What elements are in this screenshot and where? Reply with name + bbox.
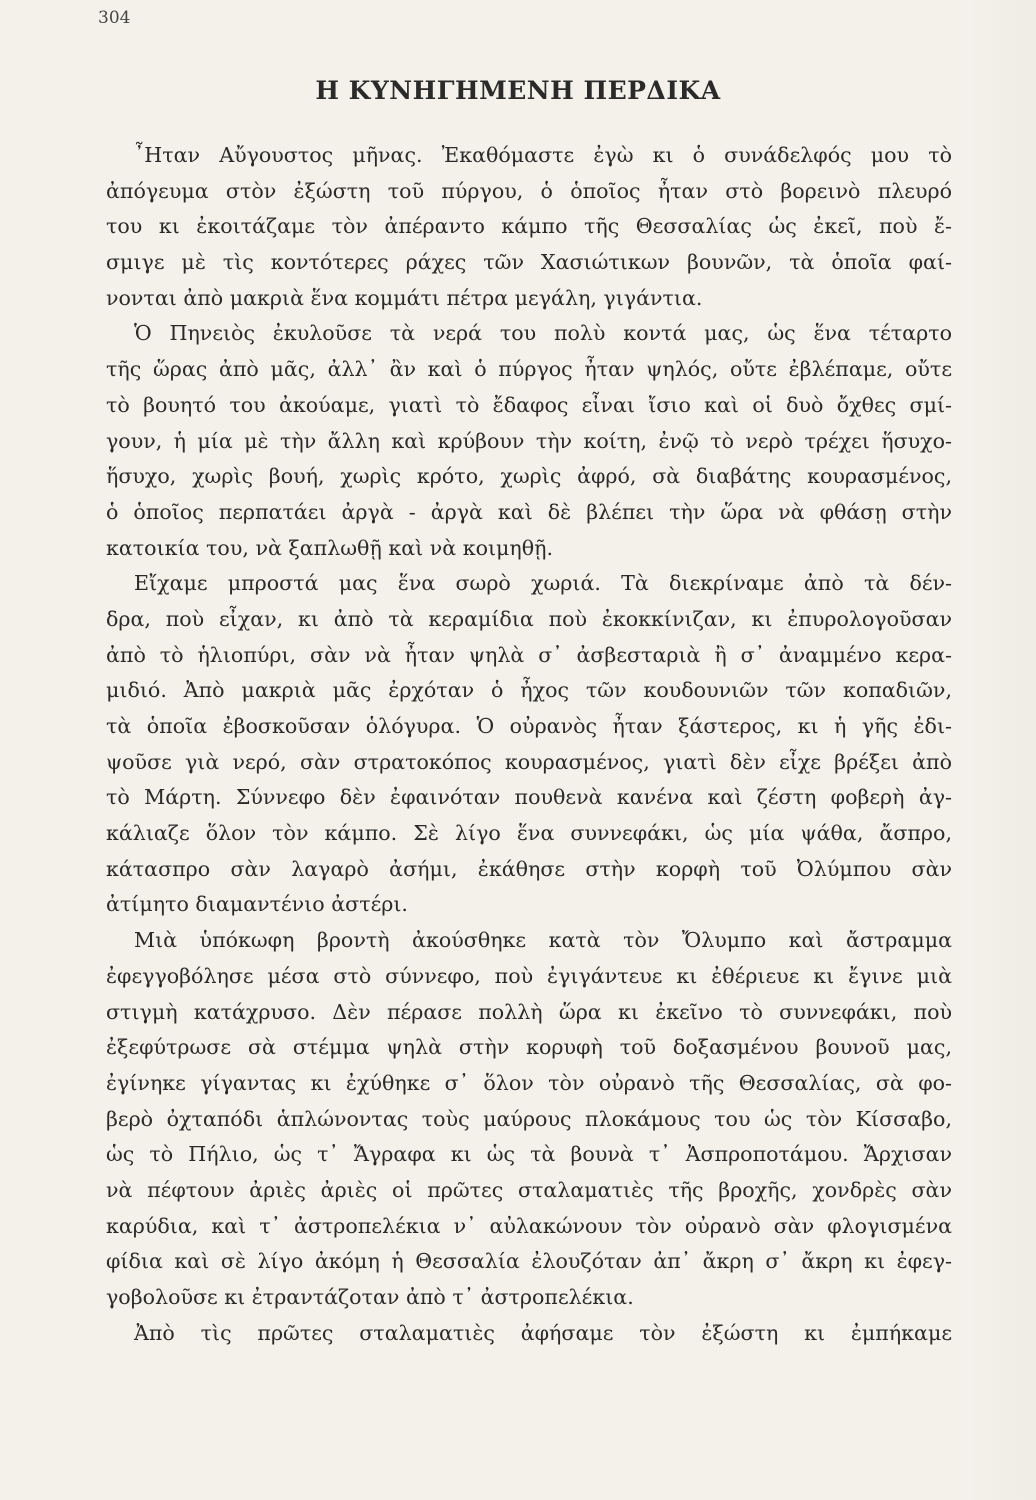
text-line: του κι ἐκοιτάζαμε τὸν ἀπέραντο κάμπο τῆς Θεσσαλίας ὡς ἐκεῖ, ποὺ ἔ- bbox=[106, 214, 952, 239]
text-line: ἀπόγευμα στὸν ἐξώστη τοῦ πύργου, ὁ ὁποῖος ἦταν στὸ βορεινὸ πλευρό bbox=[106, 178, 952, 203]
text-line: γουν, ἡ μία μὲ τὴν ἄλλη καὶ κρύβουν τὴν κοίτη, ἐνῷ τὸ νερὸ τρέχει ἥσυχο- bbox=[106, 428, 952, 453]
text-line: ἐφεγγοβόλησε μέσα στὸ σύννεφο, ποὺ ἐγιγάντευε κι ἐθέριευε κι ἔγινε μιὰ bbox=[106, 963, 952, 988]
text-line: μιδιό. Ἀπὸ μακριὰ μᾶς ἐρχόταν ὁ ἦχος τῶν κουδουνιῶν τῶν κοπαδιῶν, bbox=[106, 678, 952, 703]
text-line: κατοικία του, νὰ ξαπλωθῇ καὶ νὰ κοιμηθῇ. bbox=[106, 535, 554, 560]
body-text bbox=[106, 138, 952, 1351]
text-line: δρα, ποὺ εἶχαν, κι ἀπὸ τὰ κεραμίδια ποὺ ἐκοκκίνιζαν, κι ἐπυρολογοῦσαν bbox=[106, 606, 952, 631]
text-line: ὡς τὸ Πήλιο, ὡς τ᾿ Ἄγραφα κι ὡς τὰ βουνὰ τ᾿ Ἀσπροποτάμου. Ἄρχισαν bbox=[106, 1142, 952, 1167]
text-line: ψοῦσε γιὰ νερό, σὰν στρατοκόπος κουρασμένος, γιατὶ δὲν εἶχε βρέξει ἀπὸ bbox=[106, 749, 952, 774]
text-line: ἥσυχο, χωρὶς βουή, χωρὶς κρότο, χωρὶς ἀφρό, σὰ διαβάτης κουρασμένος, bbox=[106, 464, 952, 489]
text-line: κάλιαζε ὅλον τὸν κάμπο. Σὲ λίγο ἕνα συννεφάκι, ὡς μία ψάθα, ἄσπρο, bbox=[106, 821, 952, 846]
text-line: ἐγίνηκε γίγαντας κι ἐχύθηκε σ᾿ ὅλον τὸν οὐρανὸ τῆς Θεσσαλίας, σὰ φο- bbox=[106, 1070, 952, 1095]
text-line: βερὸ ὀχταπόδι ἁπλώνοντας τοὺς μαύρους πλοκάμους του ὡς τὸν Κίσσαβο, bbox=[106, 1106, 952, 1131]
page-number: 304 bbox=[98, 8, 131, 28]
text-line: νονται ἀπὸ μακριὰ ἕνα κομμάτι πέτρα μεγάλη, γιγάντια. bbox=[106, 285, 703, 310]
text-line: γοβολοῦσε κι ἐτραντάζοταν ἀπὸ τ᾿ ἀστροπελέκια. bbox=[106, 1285, 634, 1309]
text-line: σμιγε μὲ τὶς κοντότερες ράχες τῶν Χασιώτικων βουνῶν, τὰ ὁποῖα φαί- bbox=[106, 250, 952, 275]
page-edge-shadow bbox=[966, 0, 1036, 1500]
text-line: ἀτίμητο διαμαντένιο ἀστέρι. bbox=[106, 892, 408, 917]
text-line: ὁ ὁποῖος περπατάει ἀργὰ - ἀργὰ καὶ δὲ βλέπει τὴν ὥρα νὰ φθάσῃ στὴν bbox=[106, 499, 952, 524]
text-line: ἐξεφύτρωσε σὰ στέμμα ψηλὰ στὴν κορυφὴ τοῦ δοξασμένου βουνοῦ μας, bbox=[106, 1035, 952, 1060]
text-line: νὰ πέφτουν ἀριὲς ἀριὲς οἱ πρῶτες σταλαματιὲς τῆς βροχῆς, χονδρὲς σὰν bbox=[106, 1177, 952, 1202]
text-line: καρύδια, καὶ τ᾿ ἀστροπελέκια ν᾿ αὐλακώνουν τὸν οὐρανὸ σὰν φλογισμένα bbox=[106, 1213, 952, 1238]
text-line: κάτασπρο σὰν λαγαρὸ ἀσήμι, ἐκάθησε στὴν κορφὴ τοῦ Ὀλύμπου σὰν bbox=[106, 856, 952, 881]
text-line: ῏Ηταν Αὔγουστος μῆνας. Ἐκαθόμαστε ἐγὼ κι ὁ συνάδελφός μου τὸ bbox=[134, 143, 952, 167]
text-line: τὰ ὁποῖα ἐβοσκοῦσαν ὁλόγυρα. Ὁ οὐρανὸς ἦταν ξάστερος, κι ἡ γῆς ἐδι- bbox=[106, 714, 952, 738]
text-line: Ὁ Πηνειὸς ἐκυλοῦσε τὰ νερά του πολὺ κοντά μας, ὡς ἕνα τέταρτο bbox=[134, 321, 952, 346]
text-line: Εἴχαμε μπροστά μας ἕνα σωρὸ χωριά. Τὰ διεκρίναμε ἀπὸ τὰ δέν- bbox=[134, 571, 952, 596]
text-line: ἀπὸ τὸ ἡλιοπύρι, σὰν νὰ ἦταν ψηλὰ σ᾿ ἀσβεσταριὰ ἢ σ᾿ ἀναμμένο κερα- bbox=[106, 642, 952, 667]
text-line: τῆς ὥρας ἀπὸ μᾶς, ἀλλ᾿ ἂν καὶ ὁ πύργος ἦταν ψηλός, οὔτε ἐβλέπαμε, οὔτε bbox=[106, 357, 952, 382]
text-line: φίδια καὶ σὲ λίγο ἀκόμη ἡ Θεσσαλία ἐλουζόταν ἀπ᾿ ἄκρη σ᾿ ἄκρη κι ἐφεγ- bbox=[106, 1249, 952, 1274]
text-line: στιγμὴ κατάχρυσο. Δὲν πέρασε πολλὴ ὥρα κι ἐκεῖνο τὸ συννεφάκι, ποὺ bbox=[106, 999, 952, 1024]
text-line: τὸ βουητό του ἀκούαμε, γιατὶ τὸ ἔδαφος εἶναι ἴσιο καὶ οἱ δυὸ ὄχθες σμί- bbox=[106, 392, 952, 417]
text-line: Μιὰ ὑπόκωφη βροντὴ ἀκούσθηκε κατὰ τὸν Ὄλυμπο καὶ ἄστραμμα bbox=[134, 928, 952, 953]
text-line: τὸ Μάρτη. Σύννεφο δὲν ἐφαινόταν πουθενὰ κανένα καὶ ζέστη φοβερὴ ἀγ- bbox=[106, 785, 952, 810]
text-line: Ἀπὸ τὶς πρῶτες σταλαματιὲς ἀφήσαμε τὸν ἐξώστη κι ἐμπήκαμε bbox=[134, 1320, 952, 1345]
chapter-title: Η ΚΥΝΗΓΗΜΕΝΗ ΠΕΡΔΙΚΑ bbox=[315, 76, 721, 105]
